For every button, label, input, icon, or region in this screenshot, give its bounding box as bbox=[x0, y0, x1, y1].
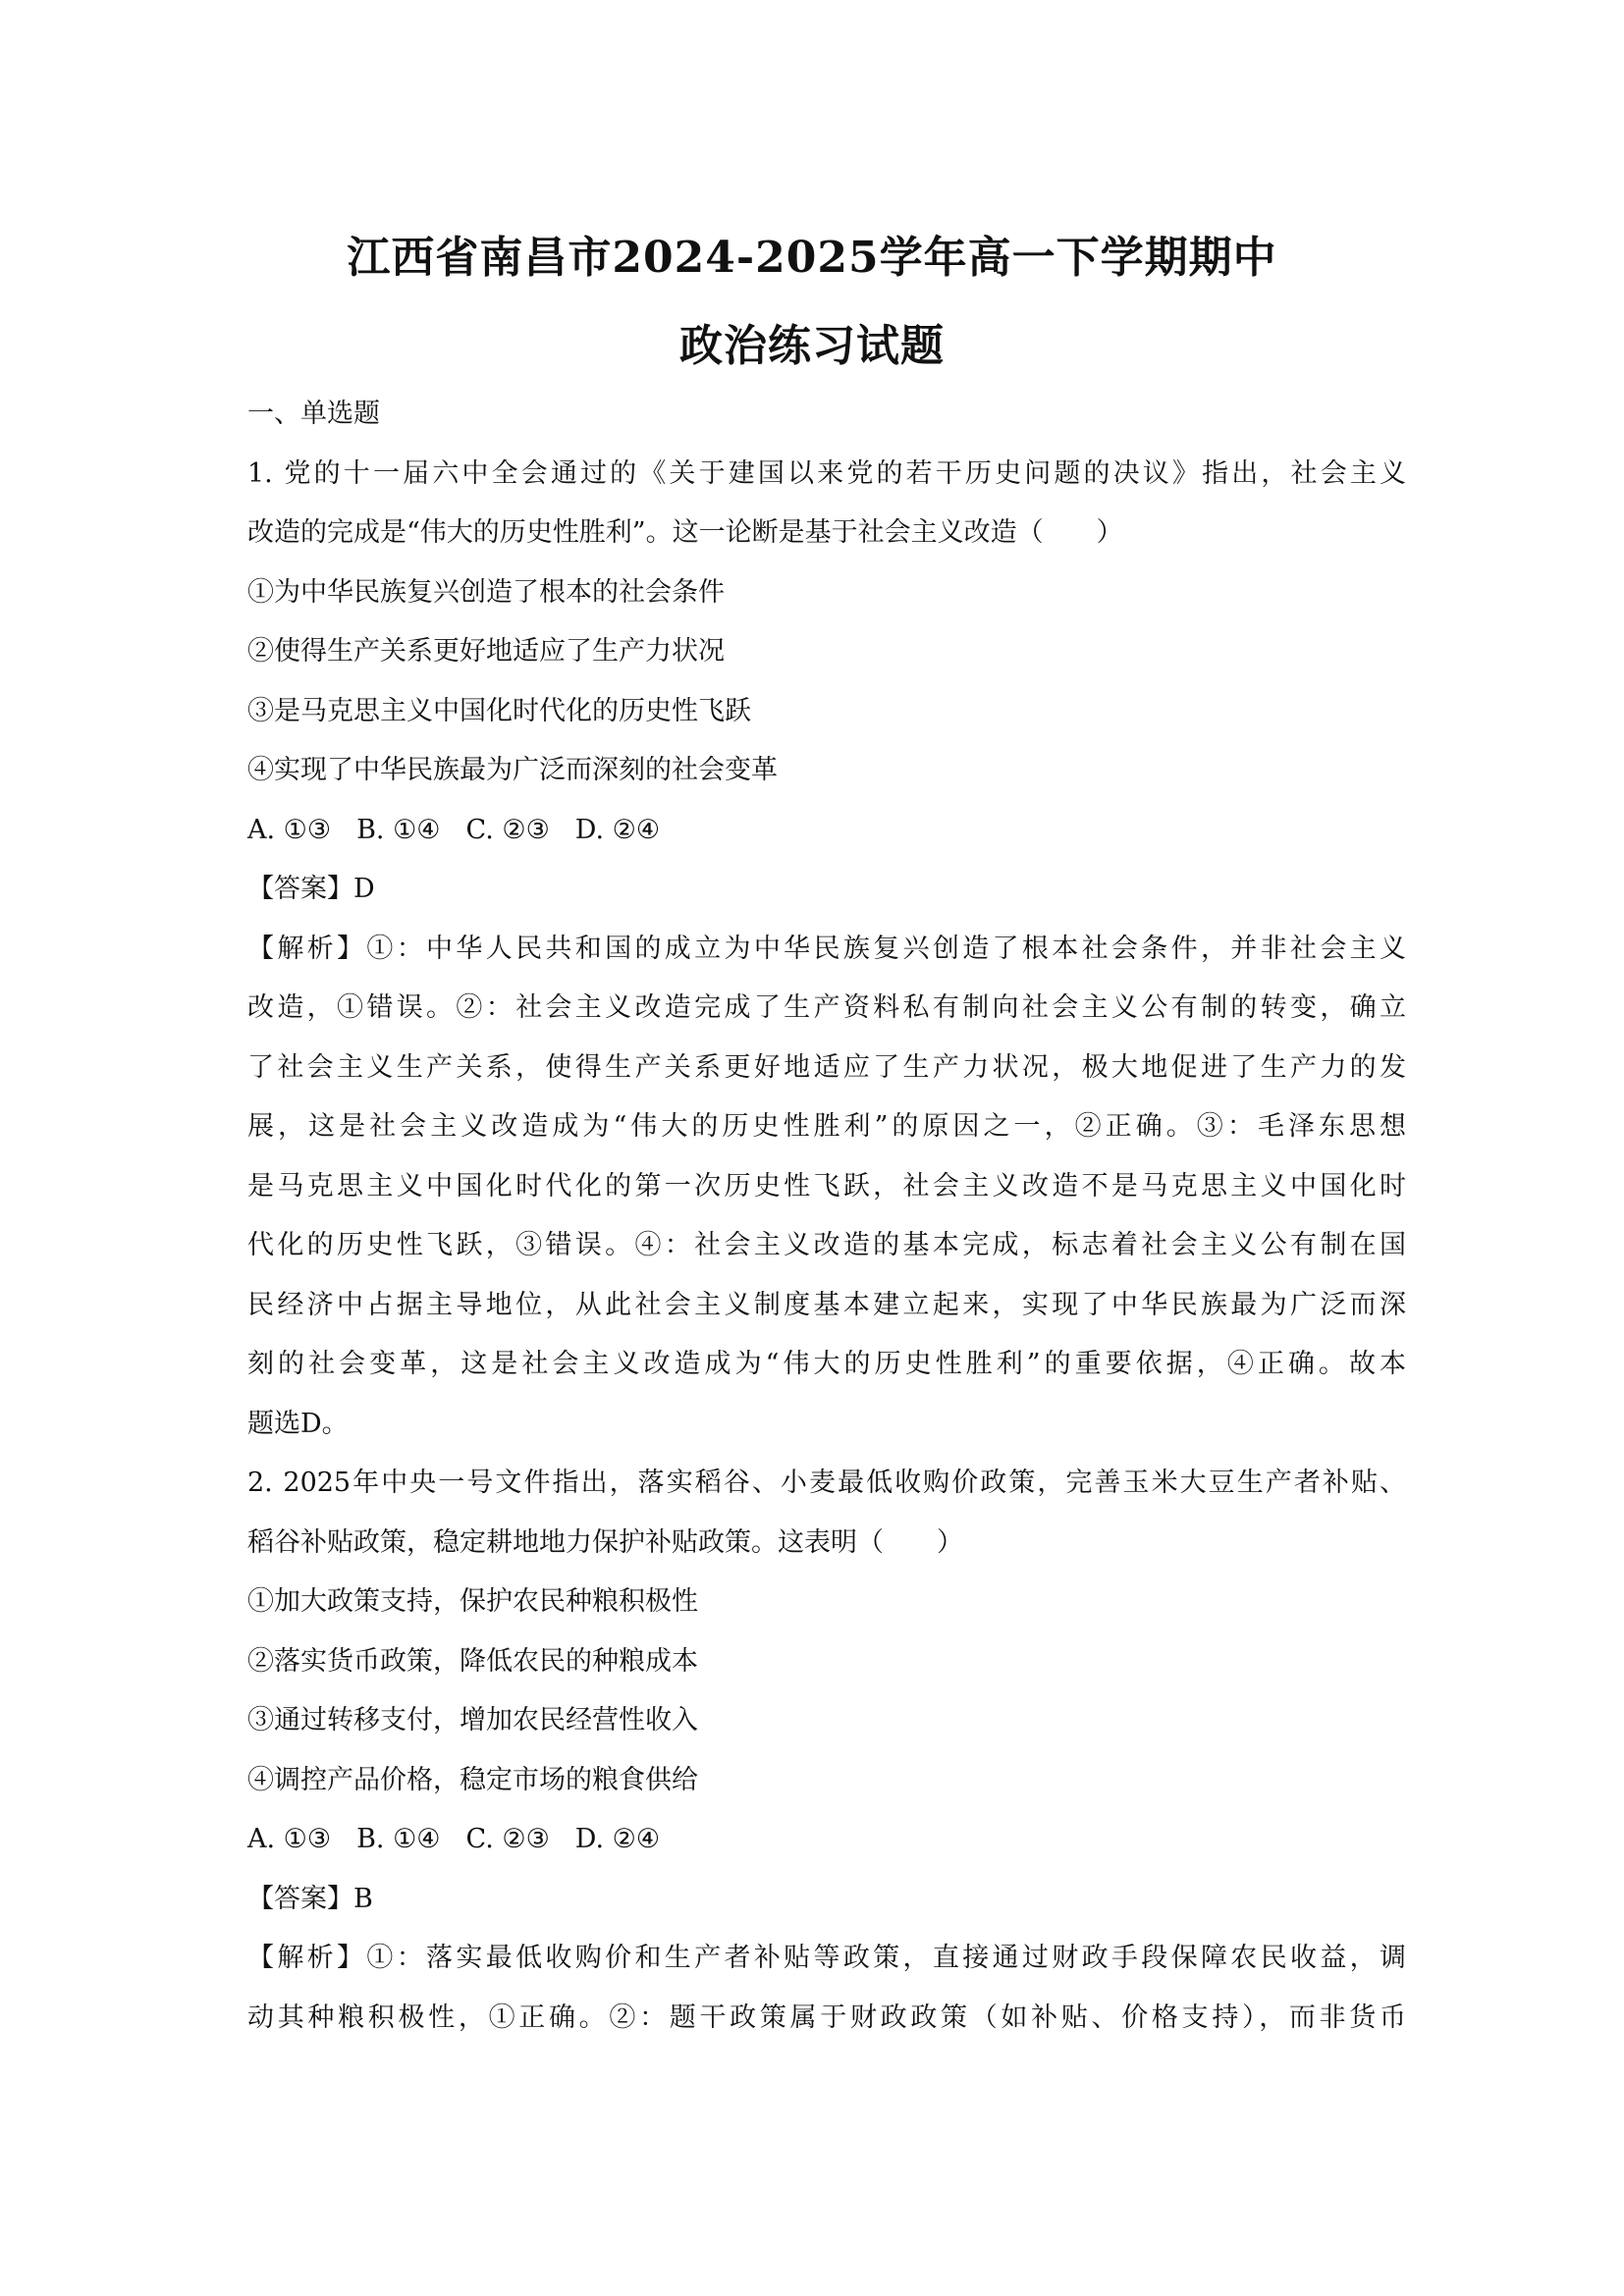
answer-key: 【答案】D bbox=[247, 874, 375, 904]
question-stem-line: 改造的完成是“伟大的历史性胜利”。这一论断是基于社会主义改造（ ） bbox=[247, 517, 1123, 548]
option-statement: ③是马克思主义中国化时代化的历史性飞跃 bbox=[247, 695, 751, 726]
analysis-line: 是马克思主义中国化时代化的第一次历史性飞跃，社会主义改造不是马克思主义中国化时 bbox=[247, 1170, 1406, 1201]
option-statement: ②使得生产关系更好地适应了生产力状况 bbox=[247, 636, 725, 667]
analysis-line: 【解析】①：中华人民共和国的成立为中华民族复兴创造了根本社会条件，并非社会主义 bbox=[247, 933, 1406, 964]
choice-c: C. ②③ bbox=[465, 1824, 550, 1854]
analysis-line: 动其种粮积极性，①正确。②：题干政策属于财政政策（如补贴、价格支持），而非货币 bbox=[247, 2002, 1406, 2033]
option-statement: ①加大政策支持，保护农民种粮积极性 bbox=[247, 1586, 698, 1617]
analysis-line: 【解析】①：落实最低收购价和生产者补贴等政策，直接通过财政手段保障农民收益，调 bbox=[247, 1943, 1406, 1973]
answer-choices bbox=[247, 1810, 1406, 1870]
analysis-line: 了社会主义生产关系，使得生产关系更好地适应了生产力状况，极大地促进了生产力的发 bbox=[247, 1051, 1406, 1083]
choice-c: C. ②③ bbox=[465, 814, 550, 845]
document-body bbox=[247, 385, 1406, 2048]
choice-d: D. ②④ bbox=[574, 814, 661, 845]
answer-choices bbox=[247, 801, 1406, 861]
option-statement: ④实现了中华民族最为广泛而深刻的社会变革 bbox=[247, 755, 778, 785]
document-title: 江西省南昌市2024-2025学年高一下学期期中 bbox=[347, 233, 1277, 283]
choice-b: B. ①④ bbox=[356, 814, 441, 845]
analysis-line: 刻的社会变革，这是社会主义改造成为“伟大的历史性胜利”的重要依据，④正确。故本 bbox=[247, 1349, 1406, 1379]
answer-key: 【答案】B bbox=[247, 1883, 373, 1914]
choice-d: D. ②④ bbox=[574, 1824, 661, 1854]
option-statement: ②落实货币政策，降低农民的种粮成本 bbox=[247, 1645, 698, 1677]
option-statement: ④调控产品价格，稳定市场的粮食供给 bbox=[247, 1764, 698, 1795]
option-statement: ③通过转移支付，增加农民经营性收入 bbox=[247, 1705, 698, 1735]
analysis-line: 代化的历史性飞跃，③错误。④：社会主义改造的基本完成，标志着社会主义公有制在国 bbox=[247, 1230, 1406, 1260]
choice-a: A. ①③ bbox=[247, 1824, 332, 1854]
document-subtitle: 政治练习试题 bbox=[679, 321, 945, 371]
choice-b: B. ①④ bbox=[356, 1824, 441, 1854]
question-2 bbox=[247, 1454, 1406, 2048]
question-stem-line: 1. 党的十一届六中全会通过的《关于建国以来党的若干历史问题的决议》指出，社会主义 bbox=[247, 457, 1406, 489]
section-heading: 一、单选题 bbox=[247, 399, 380, 429]
option-statement: ①为中华民族复兴创造了根本的社会条件 bbox=[247, 576, 725, 608]
question-stem-line: 稻谷补贴政策，稳定耕地地力保护补贴政策。这表明（ ） bbox=[247, 1526, 963, 1558]
analysis-line: 民经济中占据主导地位，从此社会主义制度基本建立起来，实现了中华民族最为广泛而深 bbox=[247, 1289, 1406, 1320]
question-stem-line: 2. 2025年中央一号文件指出，落实稻谷、小麦最低收购价政策，完善玉米大豆生产者补贴、 bbox=[247, 1468, 1406, 1498]
analysis-line: 展，这是社会主义改造成为“伟大的历史性胜利”的原因之一，②正确。③：毛泽东思想 bbox=[247, 1111, 1406, 1142]
question-1 bbox=[247, 445, 1406, 1455]
analysis-line: 题选D。 bbox=[247, 1408, 349, 1439]
choice-a: A. ①③ bbox=[247, 814, 332, 845]
analysis-line: 改造，①错误。②：社会主义改造完成了生产资料私有制向社会主义公有制的转变，确立 bbox=[247, 992, 1406, 1023]
